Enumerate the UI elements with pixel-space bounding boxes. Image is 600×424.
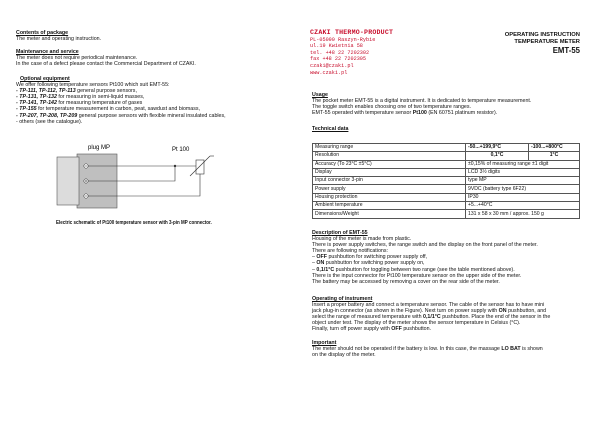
schematic-caption: Electric schematic of Pt100 temperature sensor with 3-pin MP connector.	[56, 220, 212, 226]
table-row: Dimensions/Weight 131 x 58 x 30 mm / approx. 150 g	[313, 210, 580, 218]
company-name: CZAKI THERMO-PRODUCT	[310, 29, 394, 36]
operating-line: Insert a proper battery and connect a temperature sensor. The cable of the sensor has to have mini	[312, 302, 545, 309]
company-email: czaki@czaki.pl	[310, 62, 354, 69]
important-line: The meter should not be operated if the battery is low. In this case, the massage LO BAT is shown	[312, 346, 543, 353]
sensor-label: Pt 100	[172, 147, 190, 153]
important-section	[312, 340, 543, 358]
description-item: – OFF pushbutton for switching power supply off,	[312, 254, 428, 261]
table-row: Input connector 3-pin type MP	[313, 177, 580, 185]
usage-line: EMT-55 operated with temperature sensor Pt100 (EN 60751 platinum resistor).	[312, 110, 498, 117]
optional-item: - TP-131, TP-132 for measuring in semi-liquid masses,	[16, 94, 145, 101]
table-row: Housing protection IP30	[313, 193, 580, 201]
optional-item: - TP-111, TP-112, TP-113 general purpose sensors,	[16, 88, 137, 95]
company-street: ul.19 Kwietnia 58	[310, 43, 363, 50]
table-row: Resolution 0,1°C 1°C	[313, 152, 580, 160]
description-line: There is the input connector for Pt100 temperature sensor on the upper side of the meter.	[312, 272, 522, 279]
company-website: www.czaki.pl	[310, 69, 348, 76]
optional-item: - others (see the catalogue).	[16, 118, 83, 125]
table-row: Ambient temperature +5...+40°C	[313, 202, 580, 210]
usage-heading: Usage	[312, 92, 328, 98]
description-line: There are following notifications:	[312, 248, 388, 255]
operating-line: jack plug-in connector (as shown in the Figure). Next turn on power supply with ON pushbutton, and	[312, 308, 547, 315]
document-title	[470, 32, 580, 55]
table-row: Accuracy (To 23°C ±5°C) ±0,15% of measuring range ±1 digit	[313, 160, 580, 168]
title-model: EMT-55	[552, 46, 580, 55]
description-item: – ON pushbutton for switching power supply on,	[312, 260, 425, 267]
usage-section	[312, 92, 531, 116]
title-line2: TEMPERATURE METER	[514, 39, 580, 45]
optional-section	[16, 76, 226, 125]
maintenance-line: The meter does not require periodical maintenance.	[16, 55, 138, 62]
optional-item: - TP-141, TP-142 for measuring temperature of gases	[16, 100, 143, 107]
title-line1: OPERATING INSTRUCTION	[504, 32, 580, 38]
table-row: Measuring range -50...+199,9°C -100...+800°C	[313, 144, 580, 152]
operating-heading: Operating of instrument	[312, 296, 373, 302]
operating-line: object under test. The display of the meter shows the sensor temperature in Celsius (°C).	[312, 320, 521, 327]
technical-data-table	[312, 143, 580, 219]
operating-line: Finally, turn off power supply with OFF pushbutton.	[312, 326, 432, 333]
plug-label: plug MP	[88, 145, 111, 151]
operating-section	[312, 296, 550, 333]
table-row: Power supply 9VDC (battery type 6F22)	[313, 185, 580, 193]
contents-text: The meter and operating instruction.	[16, 36, 102, 43]
contents-section	[16, 30, 101, 42]
usage-line: The pocket meter EMT-55 is a digital instrument. It is dedicated to temperature measurement.	[312, 98, 532, 105]
description-line: The battery may be accessed by removing a cover on the rear side of the meter.	[312, 278, 500, 285]
optional-intro: We offer following temperature sensors Pt100 which suit EMT-55:	[16, 82, 170, 89]
description-line: There is power supply switches, the range switch and the display on the front panel of the meter.	[312, 242, 538, 249]
important-heading: Important	[312, 340, 337, 346]
maintenance-line: In the case of a defect please contact the Commercial Department of CZAKI.	[16, 61, 196, 68]
optional-heading: Optional equipment	[20, 76, 70, 82]
company-fax: fax +48 22 7202305	[310, 56, 367, 63]
contents-heading: Contents of package	[16, 30, 69, 36]
maintenance-heading: Maintenance and service	[16, 49, 79, 55]
important-line: on the display of the meter.	[312, 352, 376, 359]
company-block	[310, 30, 420, 76]
company-address: PL-05090 Raszyn-Rybie	[310, 36, 376, 43]
optional-item: - TP-155 for temperature measurement in carbon, peat, sawdust and biomass,	[16, 106, 201, 113]
company-phone: tel. +48 22 7202302	[310, 49, 370, 56]
technical-heading: Technical data	[312, 126, 349, 132]
usage-line: The toggle switch enables choosing one of two temperature ranges.	[312, 104, 472, 111]
maintenance-section	[16, 49, 196, 67]
description-item: – 0,1/1°C pushbutton for toggling between two range (see the table mentioned above).	[312, 266, 515, 273]
connector-schematic	[50, 142, 270, 214]
description-section	[312, 230, 538, 285]
description-heading: Description of EMT-55	[312, 230, 368, 236]
operating-line: select the range of measured temperature with 0,1/1°C pushbutton. Place the end of the sensor in the	[312, 314, 551, 321]
optional-item: - TP-207, TP-208, TP-209 general purpose sensors with flexible mineral insulated cables,	[16, 112, 226, 119]
description-line: Housing of the meter is made from plastic.	[312, 236, 412, 243]
table-row: Display LCD 3½ digits	[313, 168, 580, 176]
